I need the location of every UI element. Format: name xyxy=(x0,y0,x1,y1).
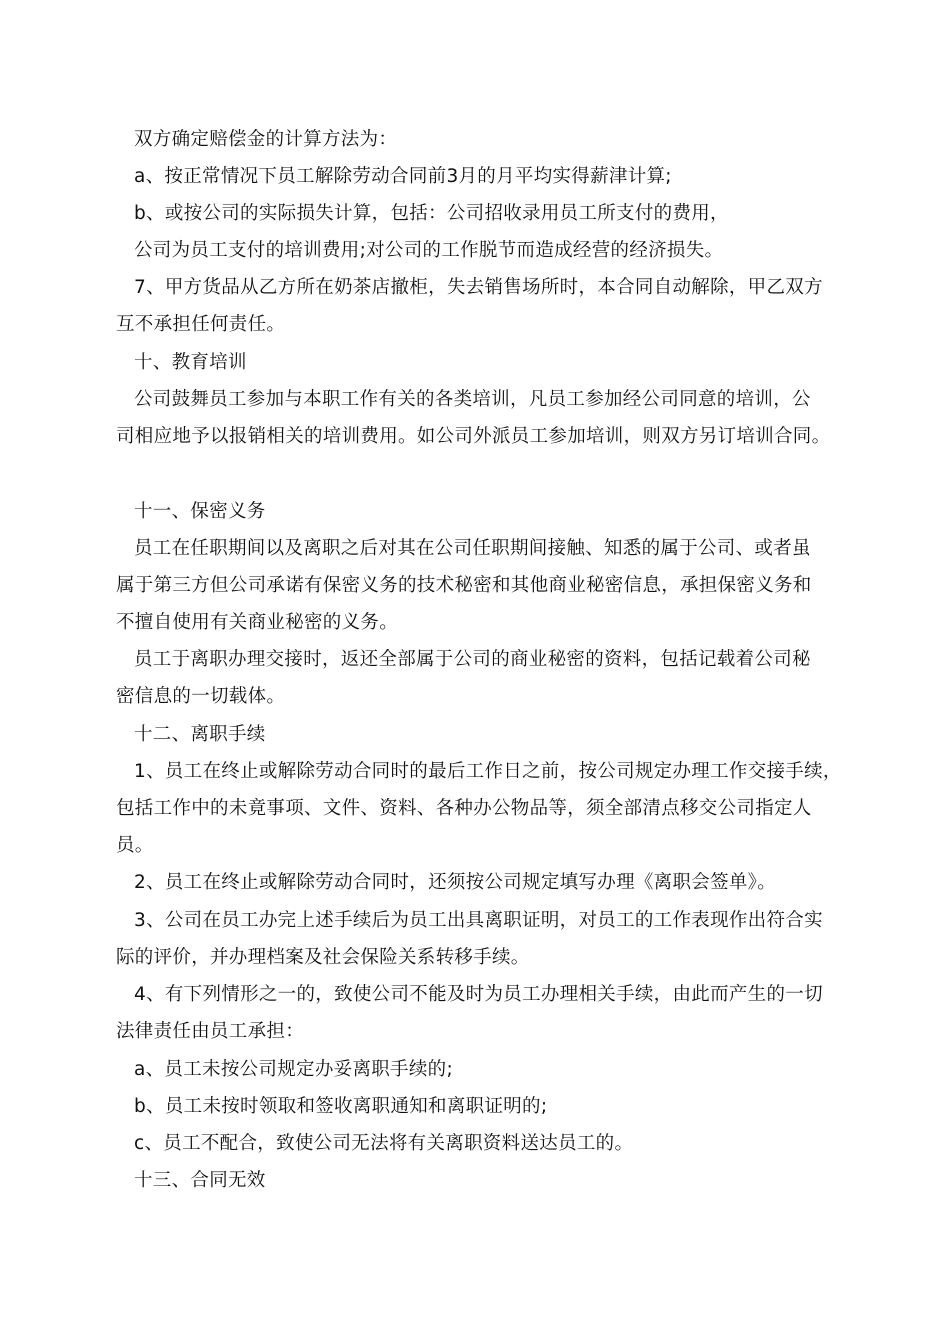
text-line: 法律责任由员工承担： xyxy=(116,1021,305,1042)
text-line: 员工在任职期间以及离职之后对其在公司任职期间接触、知悉的属于公司、或者虽 xyxy=(134,538,811,559)
text-line: 4、有下列情形之一的，致使公司不能及时为员工办理相关手续，由此而产生的一切 xyxy=(134,984,823,1005)
section-heading: 十三、合同无效 xyxy=(134,1170,266,1191)
text-line: 包括工作中的未竟事项、文件、资料、各种办公物品等，须全部清点移交公司指定人 xyxy=(116,798,812,819)
text-line: 司相应地予以报销相关的培训费用。如公司外派员工参加培训，则双方另订培训合同。 xyxy=(116,426,831,447)
text-line: 属于第三方但公司承诺有保密义务的技术秘密和其他商业秘密信息，承担保密义务和 xyxy=(116,575,812,596)
text-line: b、或按公司的实际损失计算，包括：公司招收录用员工所支付的费用， xyxy=(134,203,729,224)
text-line: 双方确定赔偿金的计算方法为： xyxy=(134,129,398,150)
text-line: 密信息的一切载体。 xyxy=(116,686,286,707)
text-line: 员。 xyxy=(116,835,154,856)
text-line: 1、员工在终止或解除劳动合同时的最后工作日之前，按公司规定办理工作交接手续， xyxy=(134,761,842,782)
text-line: 际的评价，并办理档案及社会保险关系转移手续。 xyxy=(116,947,530,968)
text-line: a、按正常情况下员工解除劳动合同前3月的月平均实得薪津计算; xyxy=(134,166,672,187)
section-heading: 十、教育培训 xyxy=(134,352,247,373)
text-line: 不擅自使用有关商业秘密的义务。 xyxy=(116,612,399,633)
section-heading: 十一、保密义务 xyxy=(134,501,266,522)
text-line: c、员工不配合，致使公司无法将有关离职资料送达员工的。 xyxy=(134,1133,634,1154)
section-heading: 十二、离职手续 xyxy=(134,724,266,745)
text-line: 互不承担任何责任。 xyxy=(116,314,286,335)
text-line: 公司鼓舞员工参加与本职工作有关的各类培训，凡员工参加经公司同意的培训，公 xyxy=(134,389,811,410)
text-line: b、员工未按时领取和签收离职通知和离职证明的; xyxy=(134,1096,548,1117)
text-line: 2、员工在终止或解除劳动合同时，还须按公司规定填写办理《离职会签单》。 xyxy=(134,872,777,893)
text-line: a、员工未按公司规定办妥离职手续的; xyxy=(134,1059,453,1080)
text-line: 员工于离职办理交接时，返还全部属于公司的商业秘密的资料，包括记载着公司秘 xyxy=(134,649,811,670)
text-line: 3、公司在员工办完上述手续后为员工出具离职证明，对员工的工作表现作出符合实 xyxy=(134,910,823,931)
text-line: 公司为员工支付的培训费用;对公司的工作脱节而造成经营的经济损失。 xyxy=(134,240,724,261)
text-line: 7、甲方货品从乙方所在奶茶店撤柜，失去销售场所时，本合同自动解除，甲乙双方 xyxy=(134,277,823,298)
